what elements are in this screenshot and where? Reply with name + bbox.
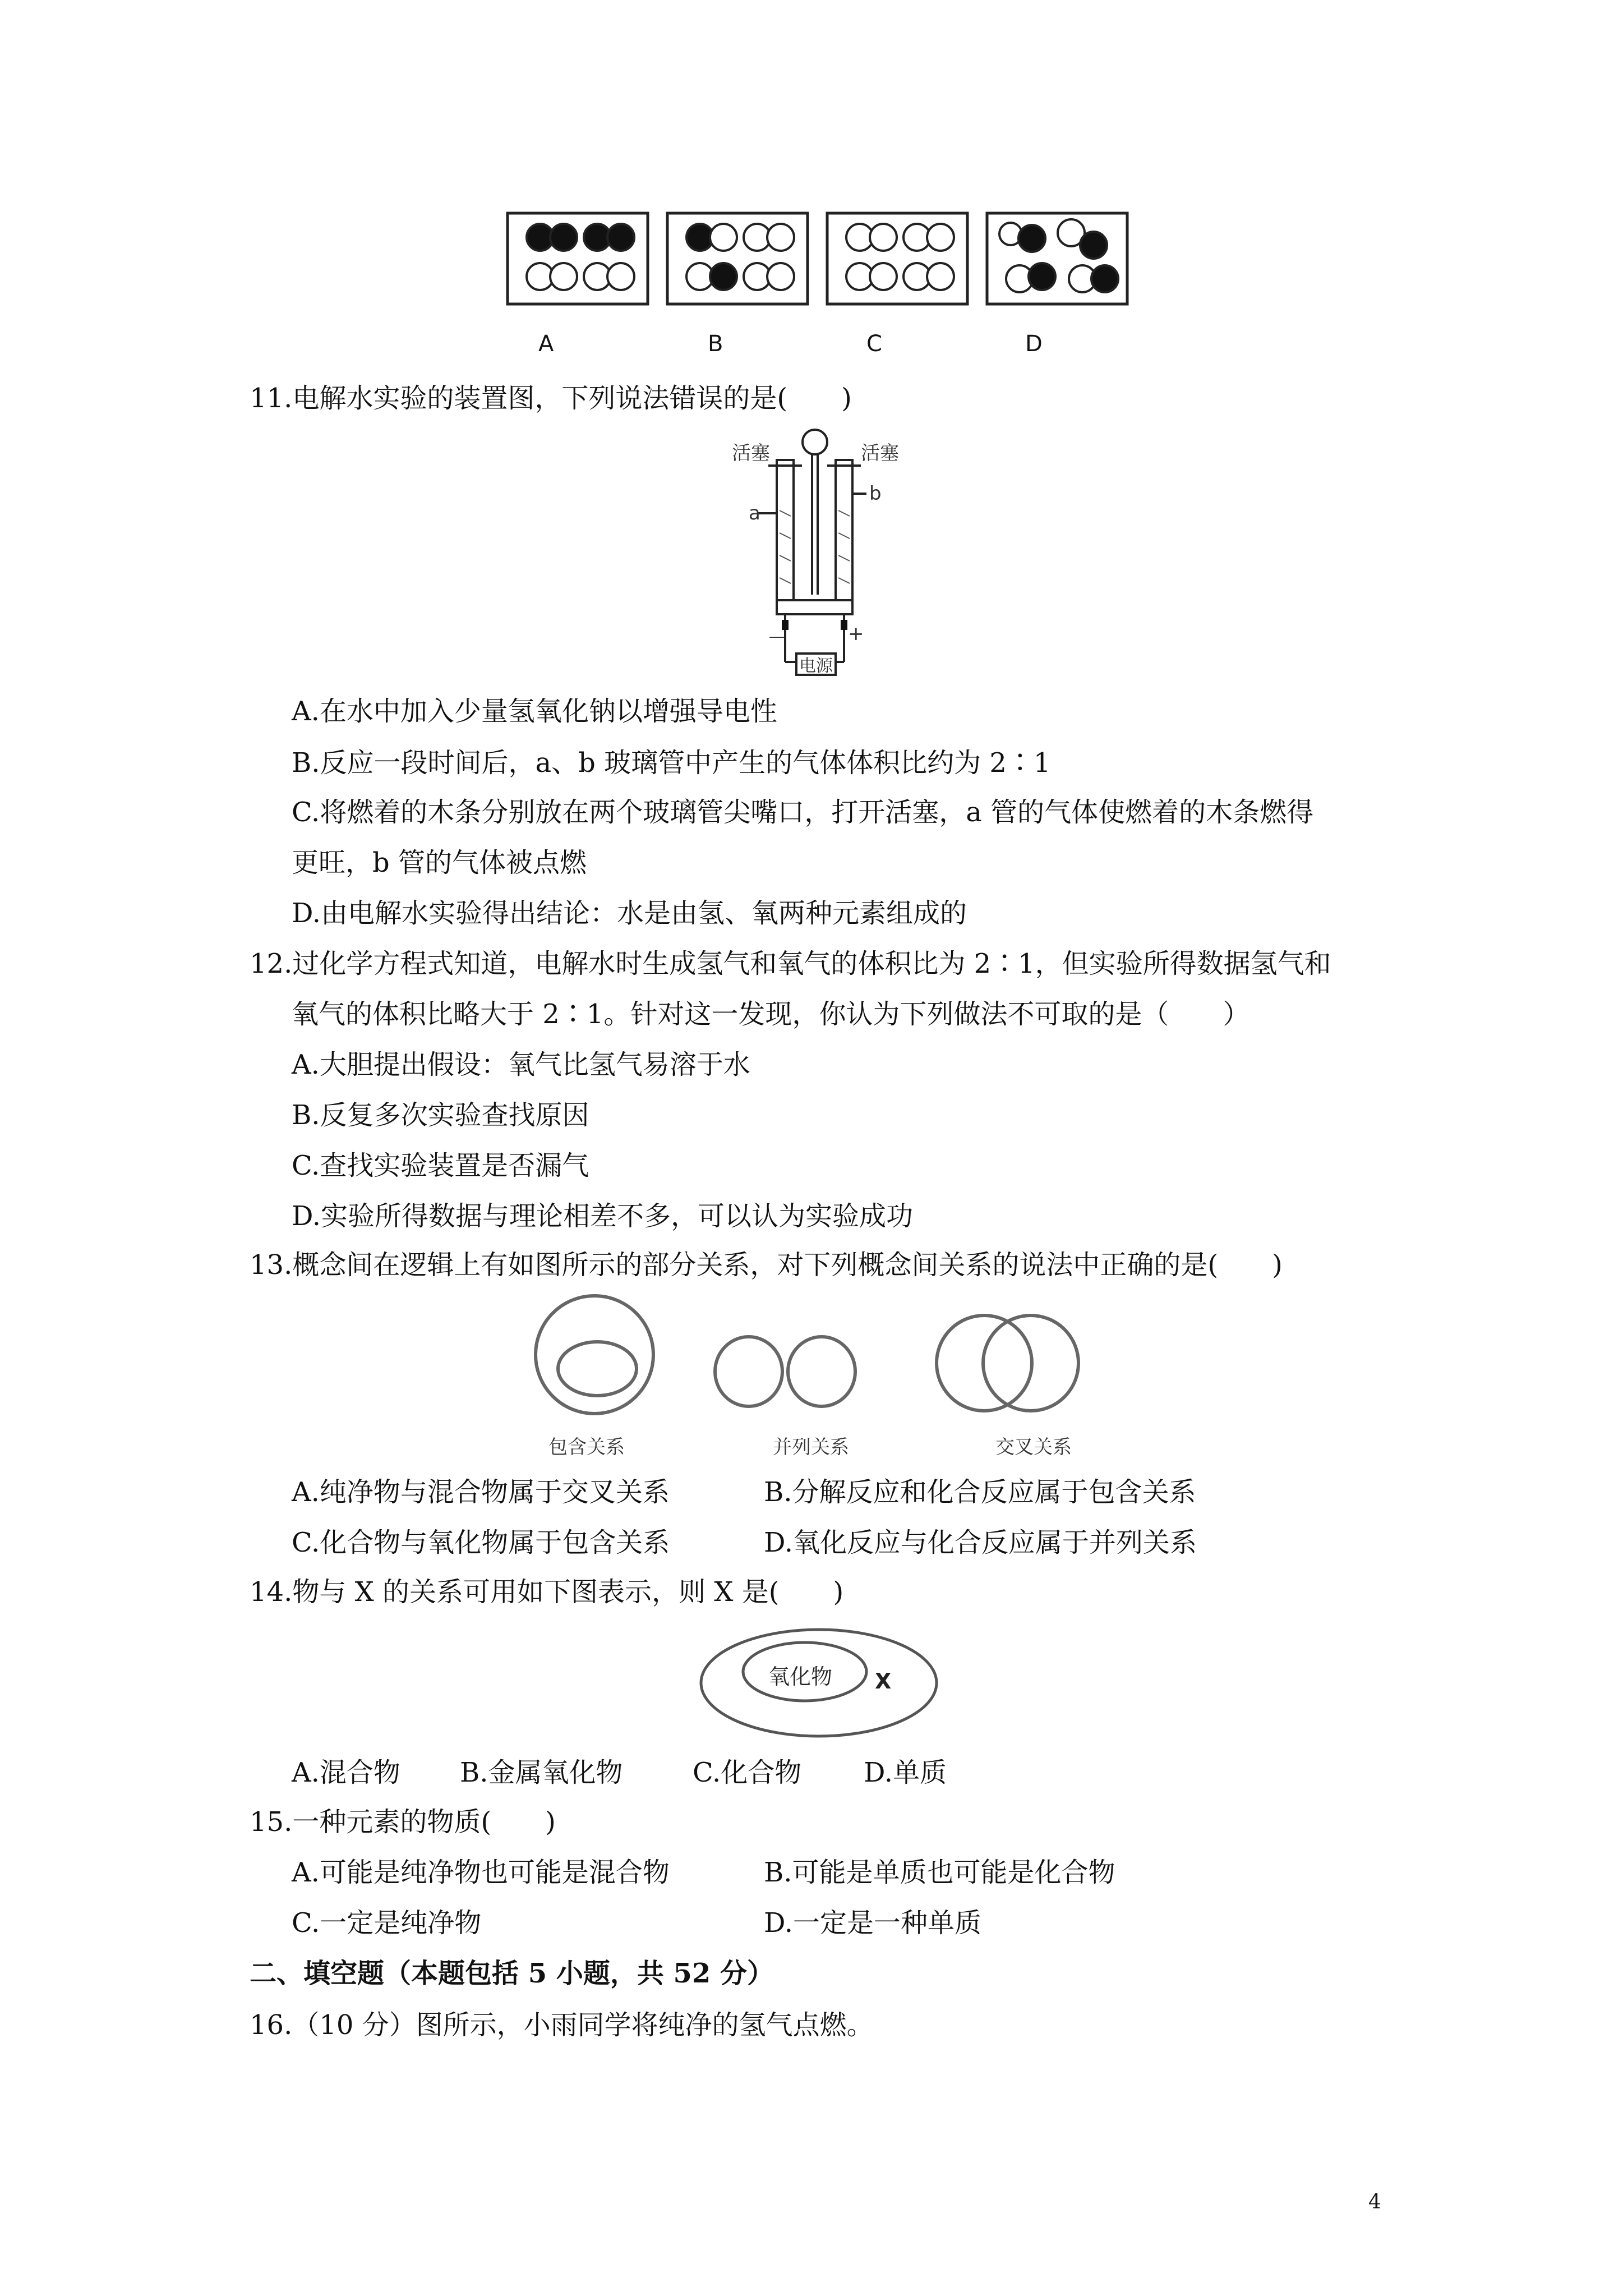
q15-option-c: C.一定是纯净物 [292, 1907, 482, 1939]
electrode-plus-label: + [848, 623, 864, 645]
q15-option-a: A.可能是纯净物也可能是混合物 [292, 1857, 670, 1888]
q12-option-c: C.查找实验装置是否漏气 [292, 1150, 589, 1181]
figure-label-d: D [1025, 331, 1043, 357]
q14-option-b: B.金属氧化物 [460, 1757, 623, 1788]
power-source-label: 电源 [799, 656, 833, 676]
q12-stem-line1: 12.过化学方程式知道，电解水时生成氢气和氧气的体积比为 2∶1，但实验所得数据氢气和 [250, 948, 1331, 979]
q16-stem: 16.（10 分）图所示，小雨同学将纯净的氢气点燃。 [250, 2009, 874, 2041]
page-number: 4 [1368, 2191, 1381, 2214]
q14-stem: 14.物与 X 的关系可用如下图表示，则 X 是( ) [250, 1576, 844, 1608]
q14-option-c: C.化合物 [693, 1757, 802, 1788]
concept-relation-figure [527, 1290, 1110, 1419]
q11-option-a: A.在水中加入少量氢氧化钠以增强导电性 [292, 696, 777, 727]
figure-label-c: C [866, 331, 882, 357]
q13-stem: 13.概念间在逻辑上有如图所示的部分关系，对下列概念间关系的说法中正确的是( ) [250, 1249, 1283, 1281]
q15-option-d: D.一定是一种单质 [764, 1907, 982, 1939]
section-title: 二、填空题（本题包括 5 小题，共 52 分） [250, 1958, 774, 1989]
q11-option-b: B.反应一段时间后，a、b 玻璃管中产生的气体体积比约为 2∶1 [292, 747, 1051, 779]
electrolysis-apparatus-figure [723, 426, 914, 684]
q12-option-d: D.实验所得数据与理论相差不多，可以认为实验成功 [292, 1200, 914, 1232]
q14-option-d: D.单质 [864, 1757, 947, 1788]
figure-label-b: B [708, 331, 723, 357]
q15-option-b: B.可能是单质也可能是化合物 [764, 1857, 1115, 1888]
q11-stem: 11.电解水实验的装置图，下列说法错误的是( ) [250, 383, 852, 414]
oxide-label: 氧化物 [768, 1664, 833, 1689]
q14-option-a: A.混合物 [292, 1757, 400, 1788]
q13-option-b: B.分解反应和化合反应属于包含关系 [764, 1476, 1196, 1508]
q12-stem-line2: 氧气的体积比略大于 2∶1。针对这一发现，你认为下列做法不可取的是（ ） [292, 999, 1250, 1030]
q15-stem: 15.一种元素的物质( ) [250, 1806, 556, 1838]
electrode-minus-label: － [767, 627, 786, 650]
q13-option-c: C.化合物与氧化物属于包含关系 [292, 1527, 670, 1558]
stopcock-left-label: 活塞 [732, 442, 770, 464]
parallel-left-circle [715, 1337, 782, 1406]
x-label: X [875, 1669, 892, 1694]
contain-relation-label: 包含关系 [548, 1436, 625, 1458]
figure-label-a: A [538, 331, 554, 357]
q13-option-d: D.氧化反应与化合反应属于并列关系 [764, 1527, 1197, 1558]
q11-option-c-cont: 更旺，b 管的气体被点燃 [292, 847, 587, 878]
q12-option-b: B.反复多次实验查找原因 [292, 1099, 589, 1131]
stopcock-right-label: 活塞 [861, 442, 899, 464]
particle-figure [505, 210, 1138, 309]
q13-option-a: A.纯净物与混合物属于交叉关系 [292, 1476, 670, 1508]
q12-option-a: A.大胆提出假设：氧气比氢气易溶于水 [292, 1049, 750, 1080]
contain-inner-ellipse [558, 1342, 637, 1396]
tube-b-label: b [869, 482, 882, 505]
q11-option-d: D.由电解水实验得出结论：水是由氢、氧两种元素组成的 [292, 898, 967, 929]
parallel-relation-label: 并列关系 [773, 1436, 849, 1458]
cross-relation-label: 交叉关系 [995, 1436, 1072, 1458]
parallel-right-circle [788, 1337, 855, 1406]
tube-a-label: a [749, 502, 760, 524]
q11-option-c: C.将燃着的木条分别放在两个玻璃管尖嘴口，打开活塞，a 管的气体使燃着的木条燃得 [292, 797, 1314, 828]
